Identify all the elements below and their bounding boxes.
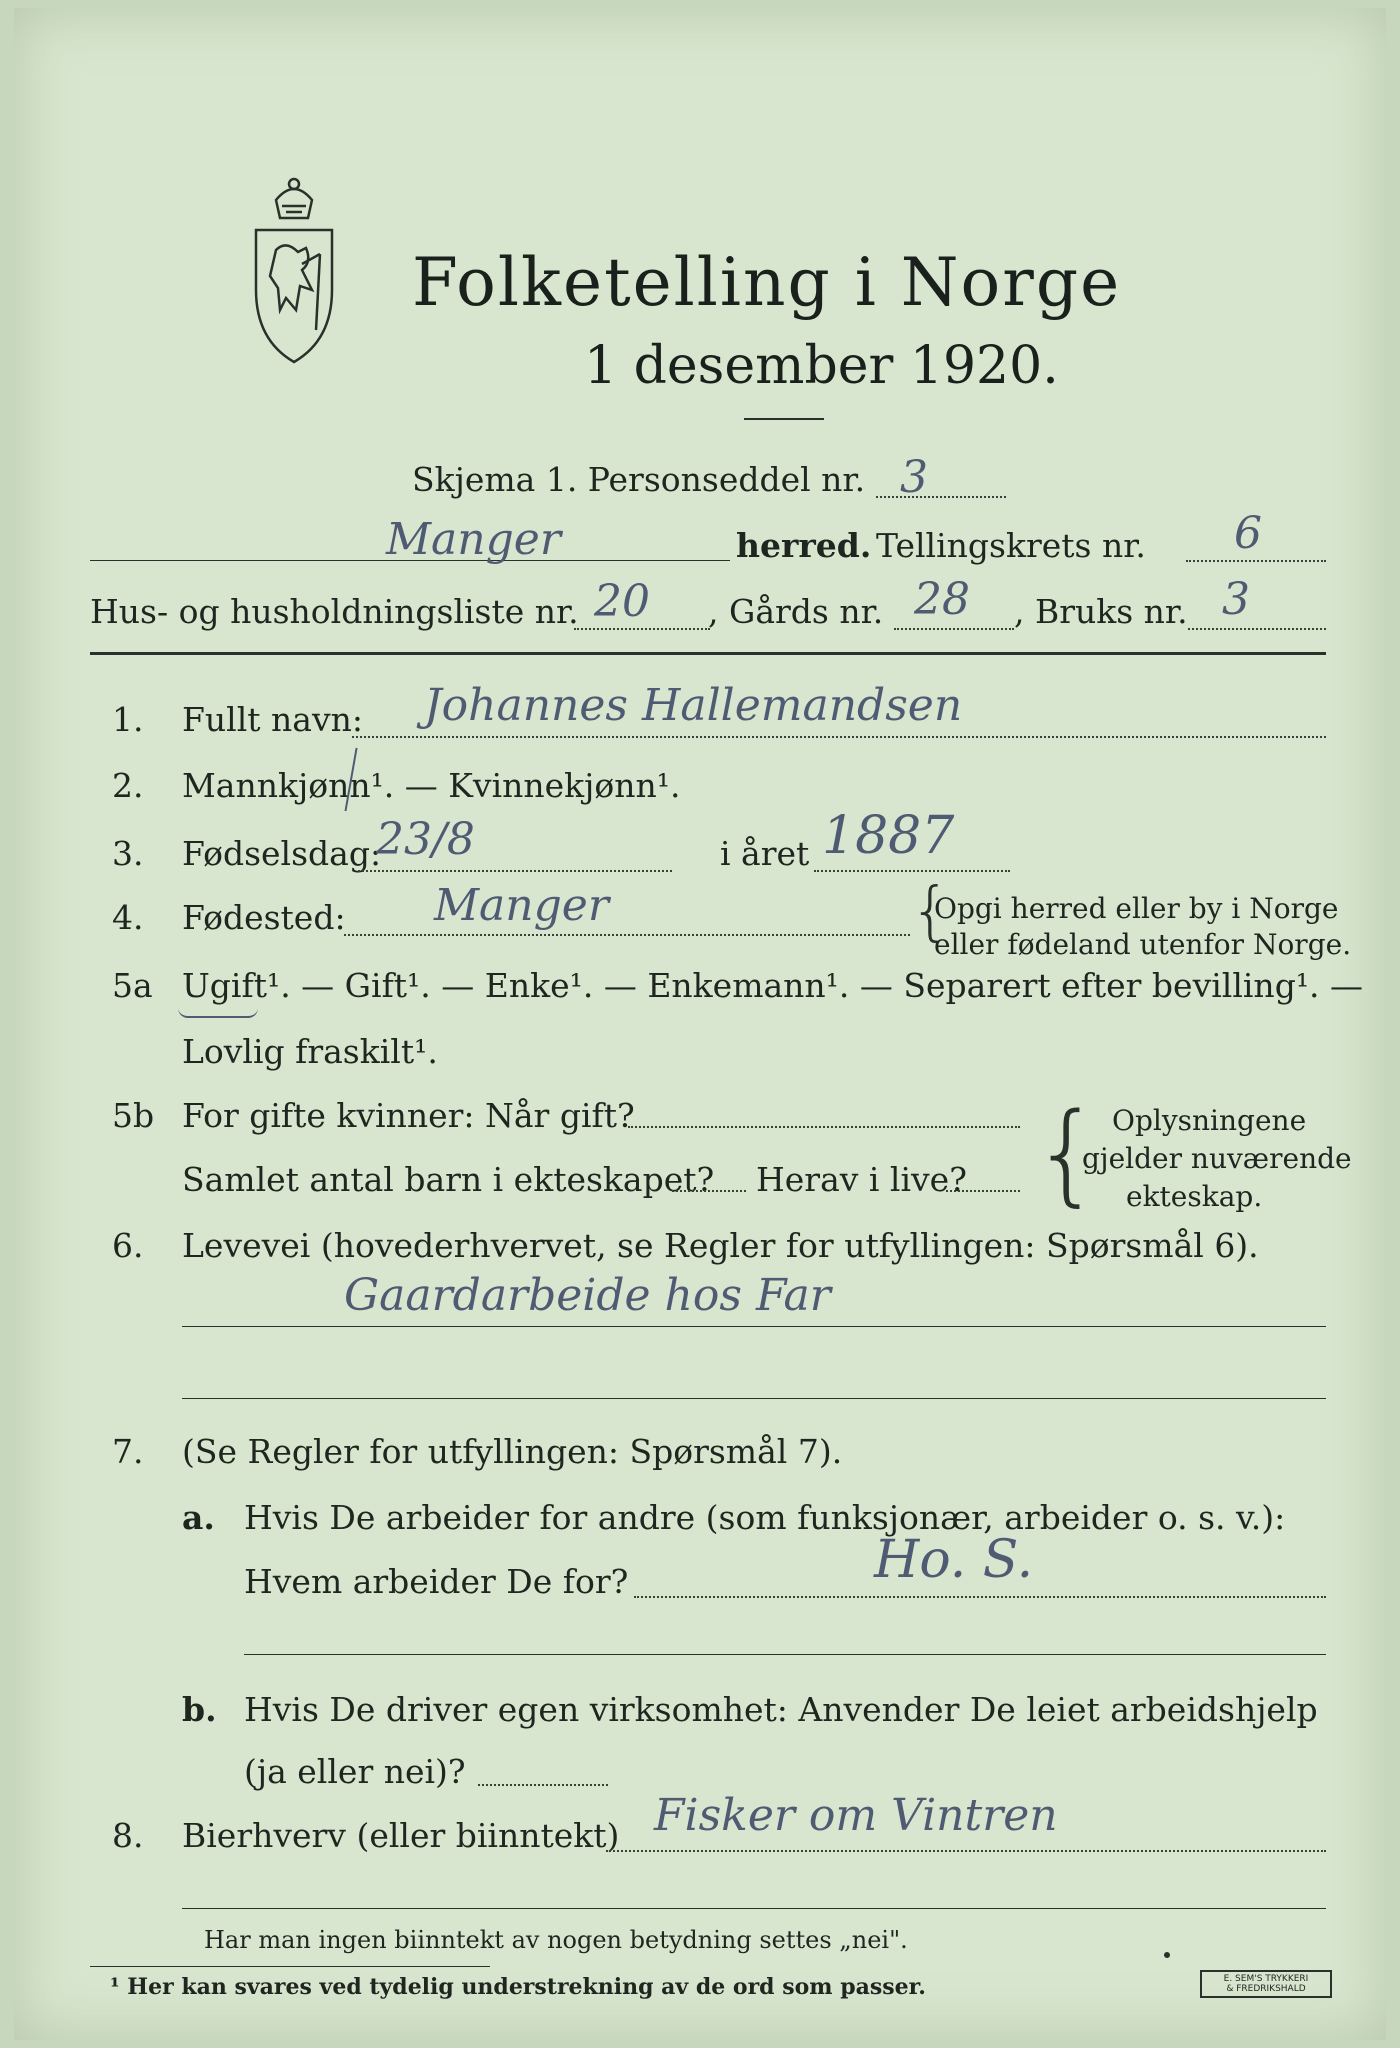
bruks-label: , Bruks nr. bbox=[1014, 592, 1188, 631]
barn-line bbox=[672, 1190, 746, 1192]
q4-label: Fødested: bbox=[182, 898, 346, 937]
employer-line-2 bbox=[244, 1654, 1326, 1655]
occupation-value[interactable]: Gaardarbeide hos Far bbox=[344, 1270, 831, 1321]
printer-stamp-line-1: E. SEM'S TRYKKERI bbox=[1223, 1974, 1309, 1984]
herred-value[interactable]: Manger bbox=[386, 514, 561, 565]
gards-label: , Gårds nr. bbox=[708, 592, 884, 631]
q7a-line-1: Hvis De arbeider for andre (som funksjonær, arbeider o. s. v.): bbox=[244, 1498, 1286, 1537]
husliste-line bbox=[574, 628, 710, 630]
q7b-line-2: (ja eller nei)? bbox=[244, 1752, 466, 1791]
q1-label: Fullt navn: bbox=[182, 700, 363, 739]
nei-instruction: Har man ingen biinntekt av nogen betydning settes „nei". bbox=[204, 1926, 908, 1954]
husliste-label: Hus- og husholdningsliste nr. bbox=[90, 592, 579, 631]
gards-value[interactable]: 28 bbox=[914, 574, 970, 625]
tellingskrets-line bbox=[1186, 560, 1326, 562]
q1-line bbox=[352, 736, 1326, 738]
personseddel-value[interactable]: 3 bbox=[900, 452, 928, 503]
q4-note-2: eller fødeland utenfor Norge. bbox=[934, 928, 1352, 961]
full-name-value[interactable]: Johannes Hallemandsen bbox=[424, 680, 963, 731]
q4-brace: { bbox=[910, 875, 951, 949]
year-label: i året bbox=[720, 834, 810, 873]
q5b-note-3: ekteskap. bbox=[1126, 1180, 1263, 1213]
marital-options: Ugift¹. — Gift¹. — Enke¹. — Enkemann¹. — Separert efter bevilling¹. — bbox=[182, 966, 1364, 1005]
tellingskrets-label: Tellingskrets nr. bbox=[876, 526, 1146, 565]
husliste-value[interactable]: 20 bbox=[594, 576, 650, 627]
gender-options: Mannkjønn¹. — Kvinnekjønn¹. bbox=[182, 766, 681, 805]
form-title: Folketelling i Norge bbox=[412, 244, 1122, 321]
q4-number: 4. bbox=[112, 898, 144, 937]
q6-label: Levevei (hovederhvervet, se Regler for utfyllingen: Spørsmål 6). bbox=[182, 1226, 1259, 1265]
birthday-value[interactable]: 23/8 bbox=[376, 814, 475, 865]
year-line bbox=[814, 870, 1010, 872]
q3-label: Fødselsdag: bbox=[182, 834, 382, 873]
q8-label: Bierhverv (eller biinntekt) bbox=[182, 1816, 620, 1855]
footnote: ¹ Her kan svares ved tydelig understrekning av de ord som passer. bbox=[110, 1974, 926, 2000]
printer-stamp bbox=[1200, 1970, 1332, 1998]
q8-number: 8. bbox=[112, 1816, 144, 1855]
bruks-line bbox=[1188, 628, 1326, 630]
q3-number: 3. bbox=[112, 834, 144, 873]
header-rule bbox=[90, 652, 1326, 655]
title-divider bbox=[744, 418, 824, 420]
printer-stamp-line-2: & FREDRIKSHALD bbox=[1226, 1984, 1306, 1994]
birthplace-value[interactable]: Manger bbox=[434, 880, 609, 931]
marital-options-2: Lovlig fraskilt¹. bbox=[182, 1032, 438, 1071]
q7b-letter: b. bbox=[182, 1690, 217, 1729]
q5b-line-2a: Samlet antal barn i ekteskapet? bbox=[182, 1160, 715, 1199]
q4-line bbox=[344, 934, 910, 936]
tellingskrets-value[interactable]: 6 bbox=[1234, 508, 1262, 559]
q2-number: 2. bbox=[112, 766, 144, 805]
side-income-value[interactable]: Fisker om Vintren bbox=[654, 1790, 1058, 1841]
q7a-letter: a. bbox=[182, 1498, 215, 1537]
herred-label: herred. bbox=[736, 526, 872, 565]
q5a-number: 5a bbox=[112, 966, 153, 1005]
personseddel-line bbox=[876, 496, 1006, 498]
q5b-note-1: Oplysningene bbox=[1112, 1104, 1307, 1137]
q7-label: (Se Regler for utfyllingen: Spørsmål 7). bbox=[182, 1432, 843, 1471]
q8-line bbox=[606, 1850, 1326, 1852]
q6-line-2 bbox=[182, 1398, 1326, 1399]
q8-line-2 bbox=[182, 1908, 1326, 1909]
q7a-line-2: Hvem arbeider De for? bbox=[244, 1562, 629, 1601]
gards-line bbox=[894, 628, 1014, 630]
employer-value[interactable]: Ho. S. bbox=[874, 1530, 1034, 1590]
ugift-underline bbox=[178, 1008, 258, 1018]
birth-year-value[interactable]: 1887 bbox=[822, 806, 955, 866]
footnote-rule bbox=[90, 1966, 490, 1967]
q5b-number: 5b bbox=[112, 1096, 155, 1135]
q1-number: 1. bbox=[112, 700, 144, 739]
employer-line bbox=[634, 1596, 1326, 1598]
q6-number: 6. bbox=[112, 1226, 144, 1265]
q7-number: 7. bbox=[112, 1432, 144, 1471]
q3-line bbox=[358, 870, 672, 872]
form-date: 1 desember 1920. bbox=[584, 336, 1059, 396]
hired-help-line bbox=[478, 1784, 608, 1786]
skjema-label: Skjema 1. Personseddel nr. bbox=[412, 460, 866, 499]
ink-dot bbox=[1164, 1952, 1170, 1958]
q5b-note-2: gjelder nuværende bbox=[1082, 1142, 1352, 1175]
q5b-line-2b: Herav i live? bbox=[756, 1160, 967, 1199]
q5b-line-1: For gifte kvinner: Når gift? bbox=[182, 1096, 635, 1135]
bruks-value[interactable]: 3 bbox=[1222, 574, 1250, 625]
q6-line-1 bbox=[182, 1326, 1326, 1327]
q4-note-1: Opgi herred eller by i Norge bbox=[934, 892, 1339, 925]
q7b-line-1: Hvis De driver egen virksomhet: Anvender De leiet arbeidshjelp bbox=[244, 1690, 1318, 1729]
naar-gift-line bbox=[628, 1126, 1020, 1128]
census-form-sheet bbox=[14, 8, 1386, 2040]
q5b-brace: { bbox=[1032, 1089, 1102, 1217]
herav-line bbox=[946, 1190, 1020, 1192]
coat-of-arms-icon bbox=[246, 170, 342, 366]
